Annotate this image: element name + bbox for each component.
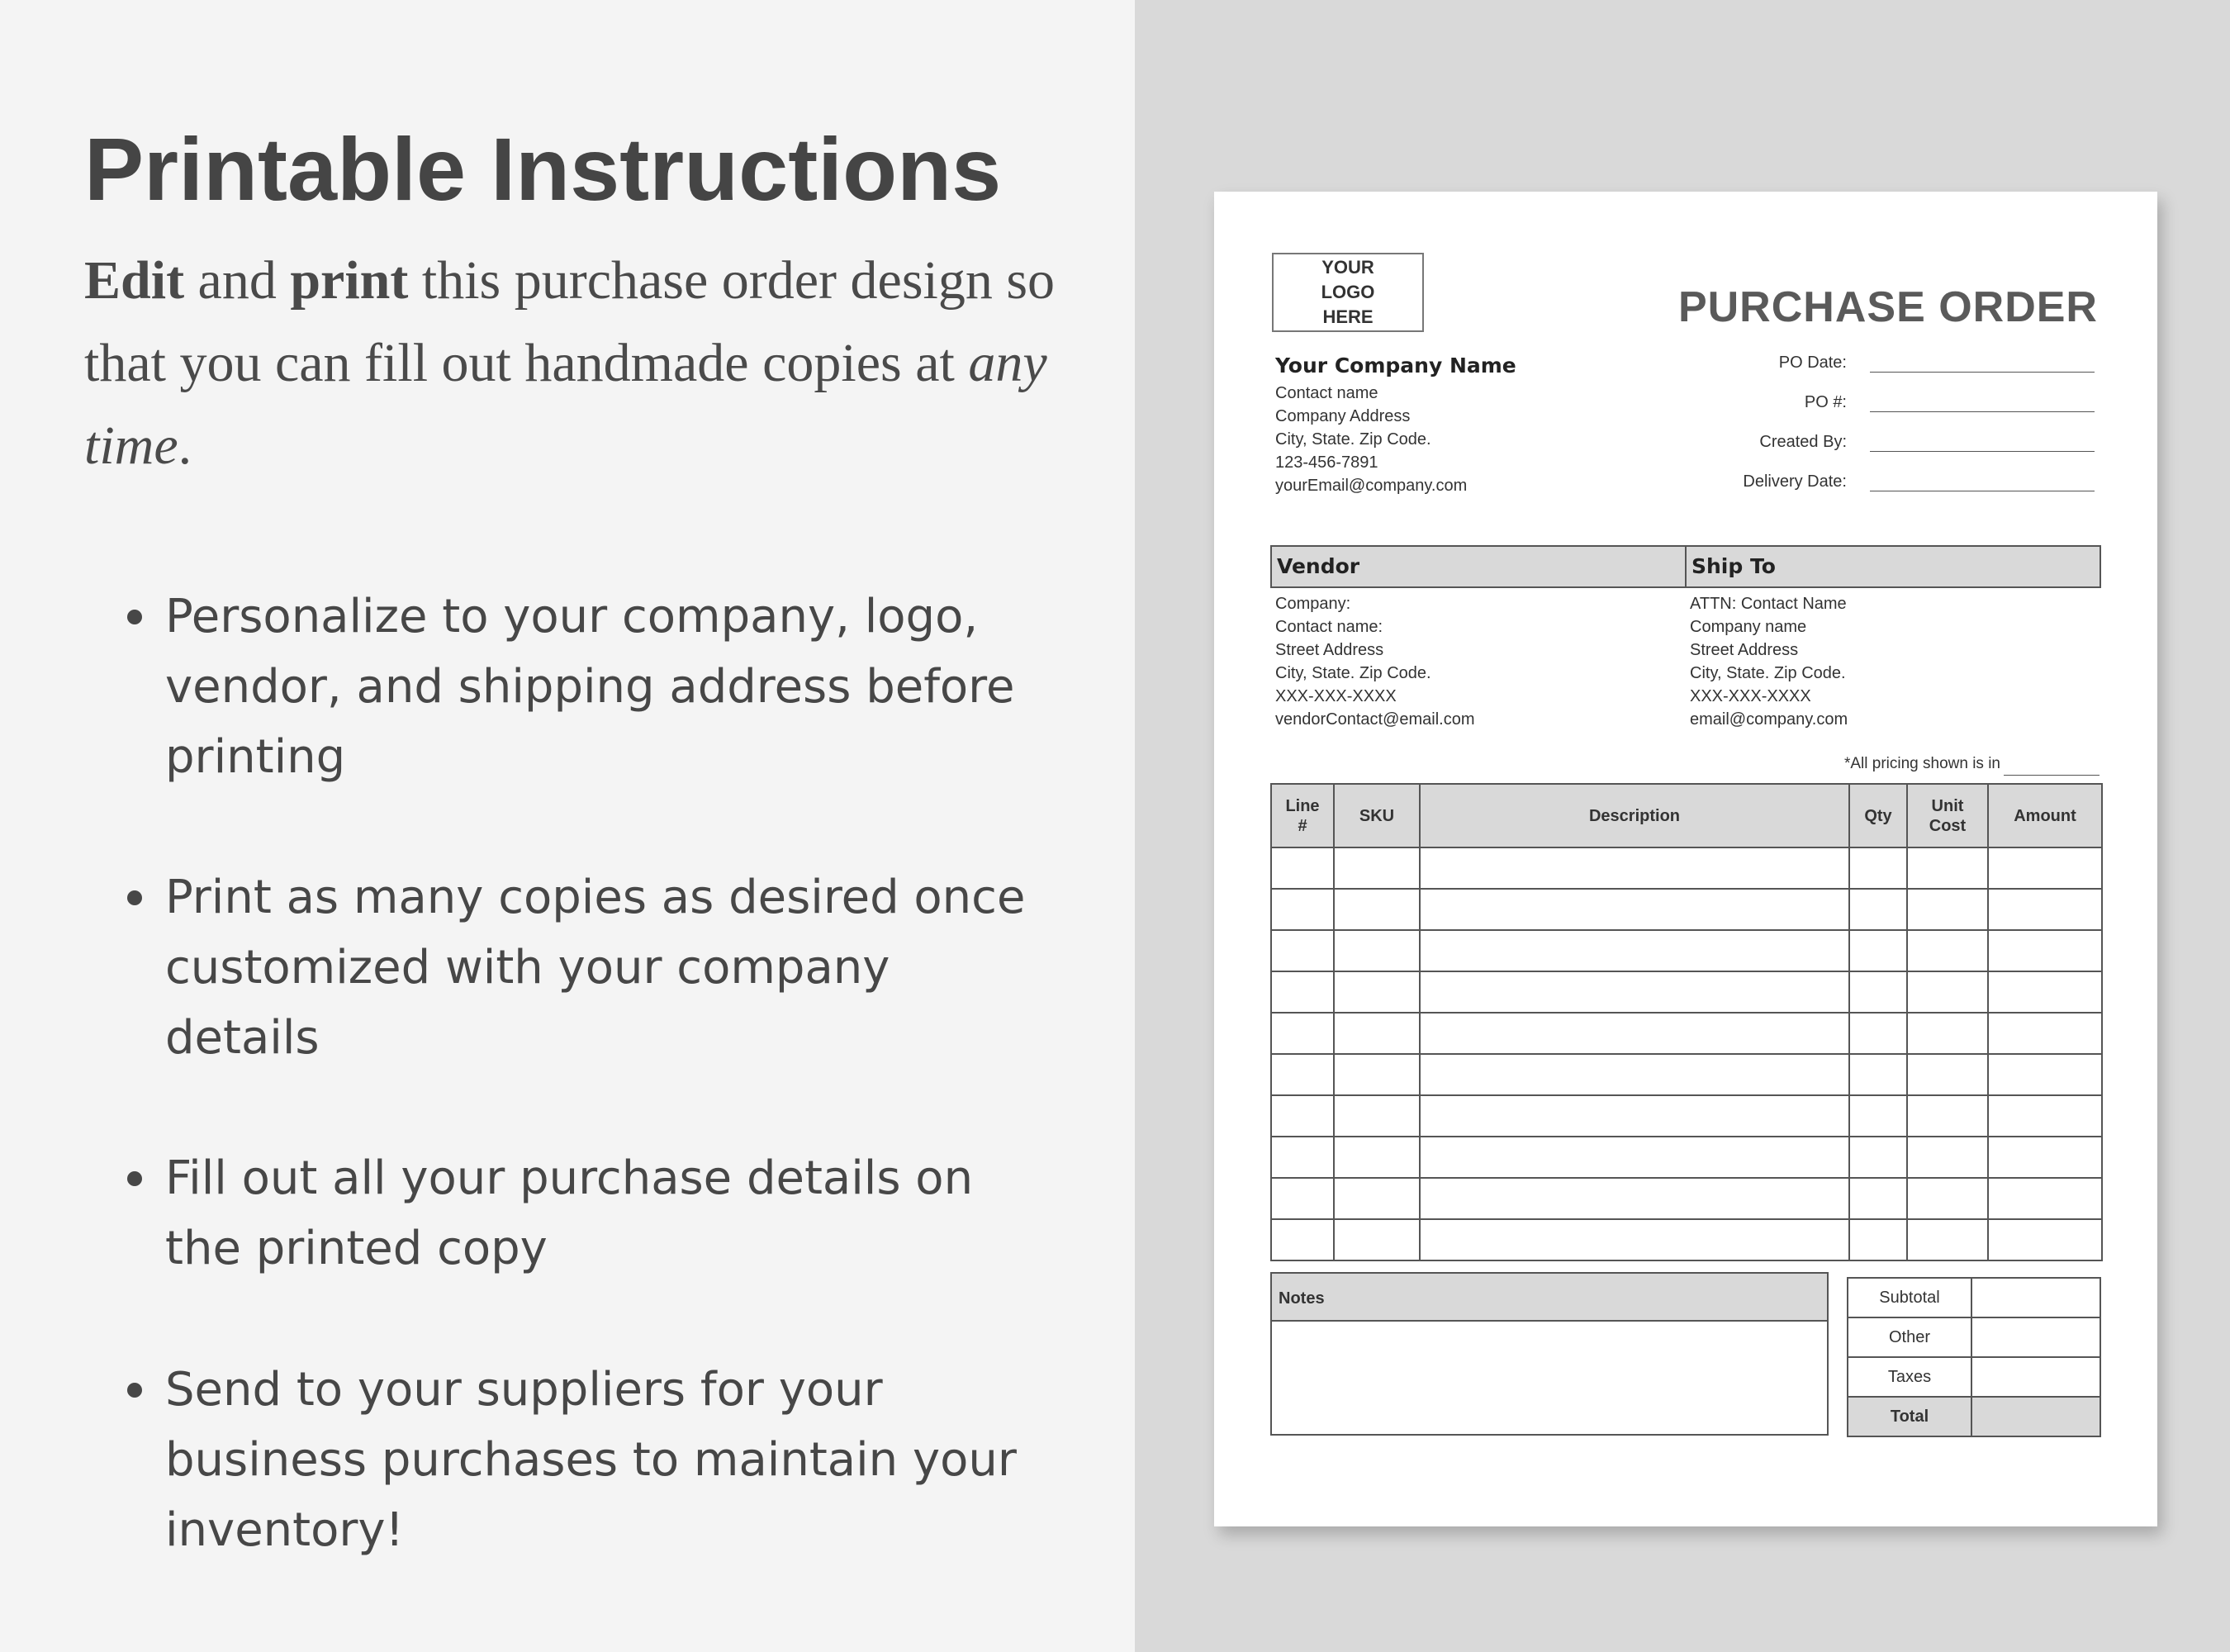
table-cell[interactable] — [1334, 1054, 1420, 1095]
table-cell[interactable] — [1988, 1013, 2102, 1054]
table-cell[interactable] — [1334, 1137, 1420, 1178]
table-cell[interactable] — [1907, 1137, 1988, 1178]
pricing-note: *All pricing shown is in — [1843, 755, 2000, 772]
table-cell[interactable] — [1907, 847, 1988, 889]
instruction-item — [165, 582, 1057, 792]
table-cell[interactable] — [1334, 889, 1420, 930]
vendor-line: Company: — [1275, 595, 1351, 613]
notes-label: Notes — [1272, 1274, 1827, 1322]
table-cell[interactable] — [1271, 1095, 1334, 1137]
delivery-date-label: Delivery Date: — [1743, 472, 1847, 491]
ship-to-line: ATTN: Contact Name — [1690, 595, 1847, 613]
company-line: Contact name — [1275, 384, 1378, 402]
ship-to-line: XXX-XXX-XXXX — [1690, 687, 1811, 705]
table-cell[interactable] — [1988, 971, 2102, 1013]
totals-row — [1848, 1278, 2100, 1317]
table-cell[interactable] — [1849, 1054, 1907, 1095]
table-cell[interactable] — [1988, 1219, 2102, 1260]
table-row — [1271, 1095, 2102, 1137]
table-cell[interactable] — [1271, 1137, 1334, 1178]
table-cell[interactable] — [1907, 1013, 1988, 1054]
table-cell[interactable] — [1334, 1219, 1420, 1260]
instruction-text: Send to your suppliers for your business purchases to maintain your inventory! — [165, 1363, 1017, 1557]
currency-field[interactable] — [2004, 775, 2100, 776]
instruction-text: Print as many copies as desired once customized with your company details — [165, 871, 1026, 1065]
subtotal-field[interactable] — [1971, 1278, 2100, 1317]
totals-row — [1848, 1317, 2100, 1357]
table-row — [1271, 1178, 2102, 1219]
table-cell[interactable] — [1849, 1219, 1907, 1260]
table-cell[interactable] — [1988, 847, 2102, 889]
instruction-item — [165, 862, 1057, 1073]
table-cell[interactable] — [1271, 1178, 1334, 1219]
table-cell[interactable] — [1907, 930, 1988, 971]
table-cell[interactable] — [1849, 889, 1907, 930]
table-row — [1271, 1137, 2102, 1178]
vendor-line: vendorContact@email.com — [1275, 710, 1475, 729]
table-cell[interactable] — [1271, 847, 1334, 889]
company-line: City, State. Zip Code. — [1275, 430, 1431, 449]
intro-rest: this purchase order design so that you can fill out handmade copies at — [84, 250, 1056, 393]
column-header-amount: Amount — [1988, 784, 2102, 847]
company-name: Your Company Name — [1275, 354, 1516, 377]
table-cell[interactable] — [1420, 1095, 1849, 1137]
other-label: Other — [1848, 1317, 1971, 1357]
column-header-qty: Qty — [1849, 784, 1907, 847]
vendor-line: Street Address — [1275, 641, 1384, 659]
table-row — [1271, 1013, 2102, 1054]
table-cell[interactable] — [1334, 847, 1420, 889]
table-cell[interactable] — [1849, 1095, 1907, 1137]
table-cell[interactable] — [1271, 889, 1334, 930]
table-row — [1271, 889, 2102, 930]
table-cell[interactable] — [1420, 1054, 1849, 1095]
table-cell[interactable] — [1988, 1137, 2102, 1178]
bullet-dot-icon — [127, 890, 142, 905]
other-field[interactable] — [1971, 1317, 2100, 1357]
table-cell[interactable] — [1420, 1178, 1849, 1219]
table-cell[interactable] — [1334, 971, 1420, 1013]
created-by-label: Created By: — [1759, 433, 1847, 451]
table-cell[interactable] — [1271, 930, 1334, 971]
bullet-dot-icon — [127, 610, 142, 624]
table-cell[interactable] — [1334, 1013, 1420, 1054]
intro-print: print — [290, 250, 409, 311]
table-cell[interactable] — [1907, 971, 1988, 1013]
table-cell[interactable] — [1849, 930, 1907, 971]
column-header-sku: SKU — [1334, 784, 1420, 847]
table-cell[interactable] — [1334, 1178, 1420, 1219]
totals-table — [1847, 1277, 2101, 1437]
intro-edit: Edit — [84, 250, 185, 311]
total-label: Total — [1848, 1397, 1971, 1436]
totals-row — [1848, 1357, 2100, 1397]
table-cell[interactable] — [1420, 1013, 1849, 1054]
table-cell[interactable] — [1907, 1095, 1988, 1137]
table-cell[interactable] — [1988, 1095, 2102, 1137]
logo-placeholder: YOUR LOGO HERE — [1272, 253, 1424, 332]
table-cell[interactable] — [1988, 1054, 2102, 1095]
vendor-line: XXX-XXX-XXXX — [1275, 687, 1397, 705]
po-number-field[interactable] — [1870, 411, 2095, 412]
table-cell[interactable] — [1988, 1178, 2102, 1219]
taxes-label: Taxes — [1848, 1357, 1971, 1397]
table-row — [1271, 930, 2102, 971]
ship-to-line: Company name — [1690, 618, 1807, 636]
line-items-table — [1270, 783, 2103, 1261]
table-cell[interactable] — [1907, 1178, 1988, 1219]
company-line: Company Address — [1275, 407, 1411, 425]
instruction-text: Fill out all your purchase details on the printed copy — [165, 1151, 974, 1275]
table-cell[interactable] — [1420, 1137, 1849, 1178]
total-field[interactable] — [1971, 1397, 2100, 1436]
intro-and: and — [184, 250, 291, 311]
table-cell[interactable] — [1988, 889, 2102, 930]
intro-period: . — [178, 415, 192, 476]
totals-row — [1848, 1397, 2100, 1436]
table-header-row — [1271, 784, 2102, 847]
table-cell[interactable] — [1849, 1013, 1907, 1054]
table-cell[interactable] — [1271, 971, 1334, 1013]
table-cell[interactable] — [1988, 930, 2102, 971]
vendor-line: City, State. Zip Code. — [1275, 664, 1431, 682]
ship-to-line: email@company.com — [1690, 710, 1848, 729]
table-row — [1271, 971, 2102, 1013]
table-cell[interactable] — [1271, 1219, 1334, 1260]
table-cell[interactable] — [1907, 1219, 1988, 1260]
vendor-line: Contact name: — [1275, 618, 1383, 636]
table-row — [1271, 1219, 2102, 1260]
table-cell[interactable] — [1849, 1178, 1907, 1219]
subtotal-label: Subtotal — [1848, 1278, 1971, 1317]
table-cell[interactable] — [1271, 1013, 1334, 1054]
ship-to-line: City, State. Zip Code. — [1690, 664, 1846, 682]
table-row — [1271, 1054, 2102, 1095]
company-line: 123-456-7891 — [1275, 453, 1378, 472]
page-title: Printable Instructions — [84, 119, 1002, 219]
po-number-label: PO #: — [1804, 393, 1847, 411]
table-row — [1271, 847, 2102, 889]
table-cell[interactable] — [1849, 847, 1907, 889]
table-cell[interactable] — [1420, 930, 1849, 971]
table-cell[interactable] — [1334, 930, 1420, 971]
notes-box[interactable] — [1270, 1272, 1829, 1436]
ship-to-heading: Ship To — [1685, 545, 2101, 588]
table-cell[interactable] — [1334, 1095, 1420, 1137]
intro-any-time: any time — [84, 333, 1047, 476]
table-cell[interactable] — [1907, 1054, 1988, 1095]
created-by-field[interactable] — [1870, 451, 2095, 452]
table-cell[interactable] — [1420, 847, 1849, 889]
table-cell[interactable] — [1271, 1054, 1334, 1095]
document-title: PURCHASE ORDER — [1677, 283, 2098, 331]
instruction-text: Personalize to your company, logo, vendor, and shipping address before printing — [165, 590, 1015, 784]
purchase-order-document — [1214, 192, 2157, 1526]
bullet-dot-icon — [127, 1171, 142, 1186]
table-cell[interactable] — [1420, 971, 1849, 1013]
instruction-item — [165, 1355, 1057, 1565]
column-header-unit-cost: Unit Cost — [1907, 784, 1988, 847]
taxes-field[interactable] — [1971, 1357, 2100, 1397]
vendor-heading: Vendor — [1270, 545, 1687, 588]
table-cell[interactable] — [1907, 889, 1988, 930]
company-line: yourEmail@company.com — [1275, 477, 1468, 495]
po-date-field[interactable] — [1870, 372, 2095, 373]
table-cell[interactable] — [1849, 971, 1907, 1013]
bullet-dot-icon — [127, 1383, 142, 1398]
table-cell[interactable] — [1420, 1219, 1849, 1260]
column-header-description: Description — [1420, 784, 1849, 847]
line-items-body — [1271, 847, 2102, 1260]
column-header-line: Line # — [1271, 784, 1334, 847]
table-cell[interactable] — [1420, 889, 1849, 930]
po-date-label: PO Date: — [1778, 354, 1847, 372]
ship-to-line: Street Address — [1690, 641, 1799, 659]
instruction-item — [165, 1143, 1057, 1284]
table-cell[interactable] — [1849, 1137, 1907, 1178]
intro-paragraph — [84, 240, 1075, 487]
